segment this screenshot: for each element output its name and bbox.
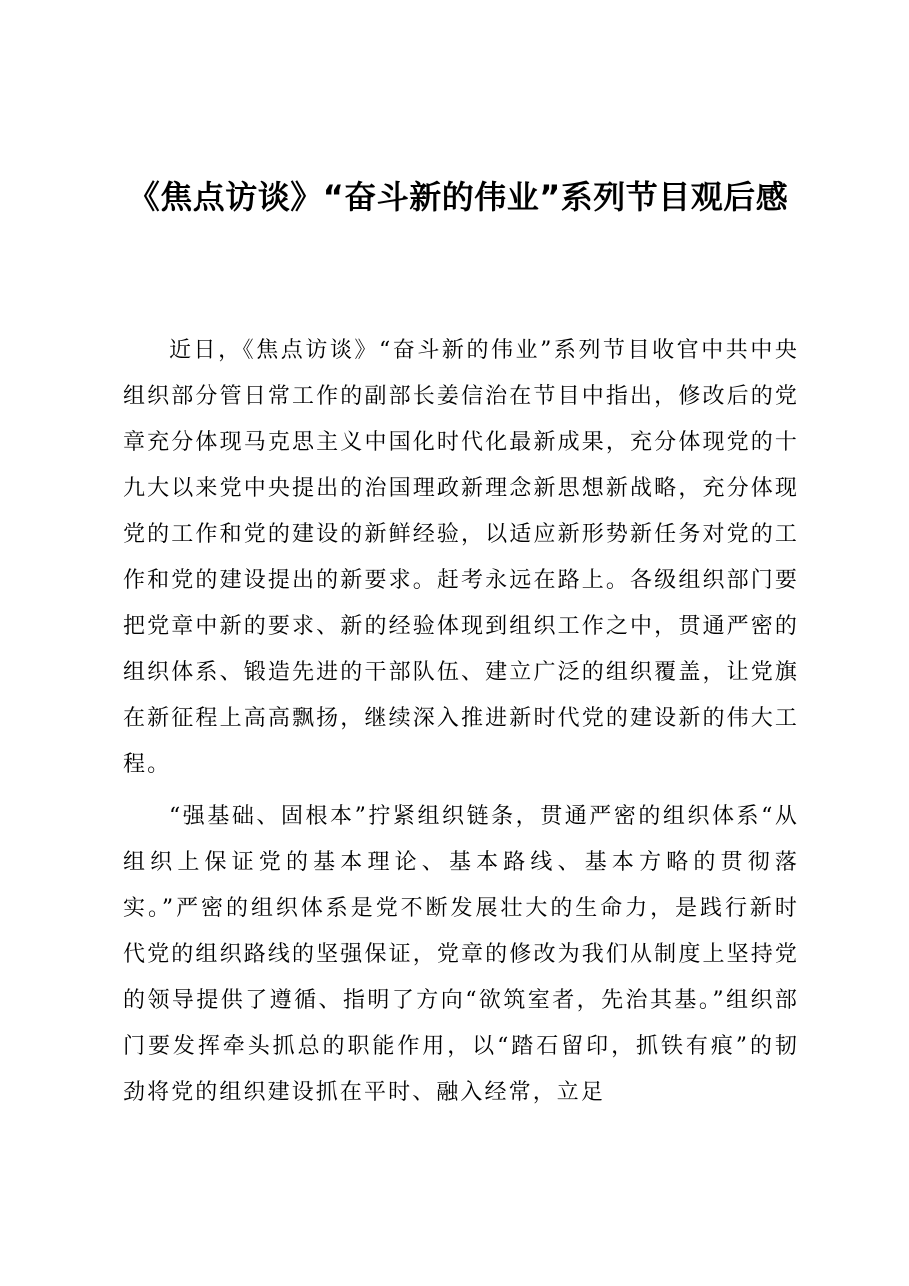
paragraph-2: “强基础、固根本”拧紧组织链条，贯通严密的组织体系“从组织上保证党的基本理论、基本路线、基本方略的贯彻落实。”严密的组织体系是党不断发展壮大的生命力，是践行新时代党的组织路线的坚强保证，党章的修改为我们从制度上坚持党的领导提供了遵循、指明了方向“欲筑室者，先治其基。”组织部门要发挥牵头抓总的职能作用，以“踏石留印，抓铁有痕”的韧劲将党的组织建设抓在平时、融入经常，立足	[123, 804, 799, 1105]
paragraph-1: 近日，《焦点访谈》“奋斗新的伟业”系列节目收官中共中央组织部分管日常工作的副部长姜信治在节目中指出，修改后的党章充分体现马克思主义中国化时代化最新成果，充分体现党的十九大以来党中央提出的治国理政新理念新思想新战略，充分体现党的工作和党的建设的新鲜经验，以适应新形势新任务对党的工作和党的建设提出的新要求。赶考永远在路上。各级组织部门要把党章中新的要求、新的经验体现到组织工作之中，贯通严密的组织体系、锻造先进的干部队伍、建立广泛的组织覆盖，让党旗在新征程上高高飘扬，继续深入推进新时代党的建设新的伟大工程。	[123, 338, 799, 777]
document-title: 《焦点访谈》“奋斗新的伟业”系列节目观后感	[127, 178, 789, 216]
document-body	[123, 328, 799, 1122]
